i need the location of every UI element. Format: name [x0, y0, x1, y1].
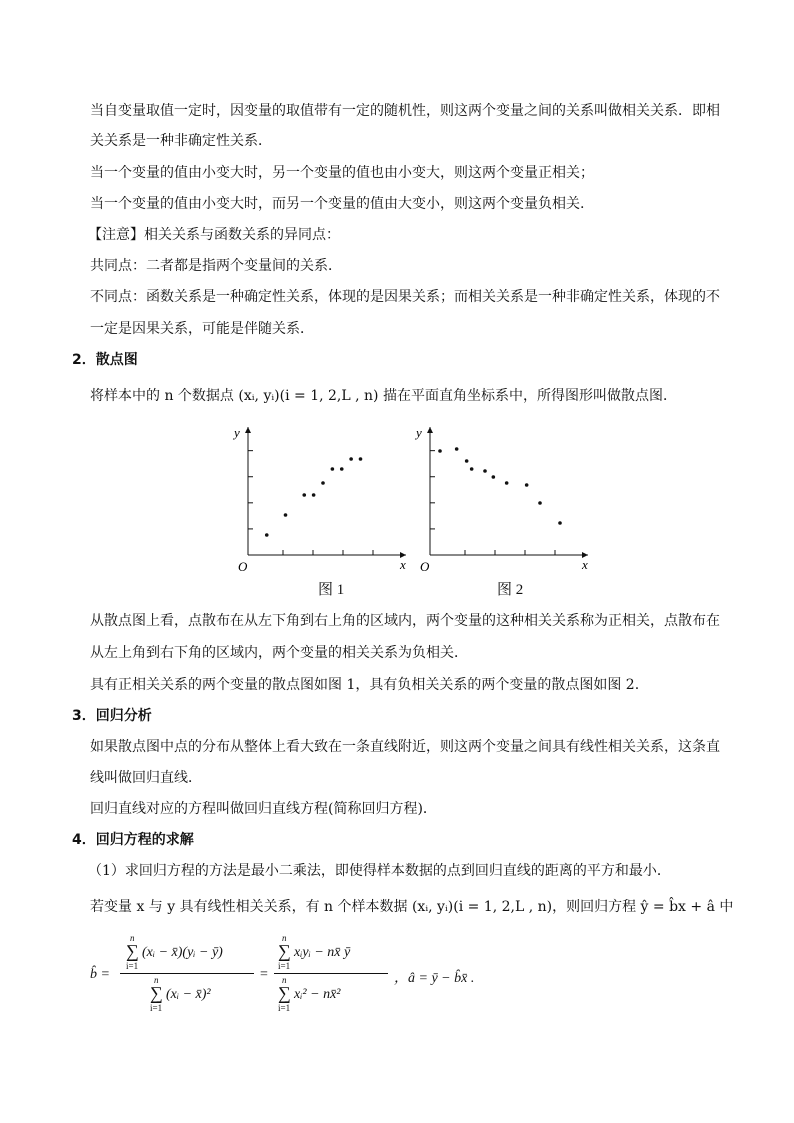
paragraph: 具有正相关关系的两个变量的散点图如图 1，具有负相关关系的两个变量的散点图如图 2. [90, 677, 640, 693]
paragraph: 若变量 x 与 y 具有线性相关关系，有 n 个样本数据 (xᵢ, yᵢ)(i = 1, 2,L , n)，则回归方程 ŷ = b̂x + â 中 [90, 899, 734, 915]
formula-tail: ，â = ȳ − b̂x̄ . [394, 971, 475, 986]
equals-sign: = [260, 967, 268, 982]
paragraph: 当自变量取值一定时，因变量的取值带有一定的随机性，则这两个变量之间的关系叫做相关关系．即相 [90, 103, 720, 119]
sum-lower: i=1 [126, 961, 139, 971]
paragraph: 从散点图上看，点散布在从左下角到右上角的区域内，两个变量的这种相关关系称为正相关，点散布在 [90, 613, 720, 629]
paragraph: 当一个变量的值由小变大时，另一个变量的值也由小变大，则这两个变量正相关； [90, 165, 594, 181]
fraction-bar [274, 973, 388, 974]
paragraph: 从左上角到右下角的区域内，两个变量的相关关系为负相关． [90, 645, 468, 661]
x-axis-label: x [400, 557, 406, 572]
figure-caption-2: 图 2 [497, 582, 524, 598]
scatter-point [302, 493, 306, 497]
y-axis-label: y [234, 425, 240, 440]
scatter-point [312, 493, 316, 497]
numerator-1: (xᵢ − x̄)(yᵢ − ȳ) [142, 945, 223, 960]
scatter-point [455, 447, 459, 451]
paragraph: （1）求回归方程的方法是最小二乘法，即使得样本数据的点到回归直线的距离的平方和最小． [88, 863, 671, 879]
sum-upper: n [282, 933, 287, 943]
sum-upper: n [130, 933, 135, 943]
scatter-point [340, 467, 344, 471]
scatter-point [438, 449, 442, 453]
scatter-chart-figure-2 [410, 425, 595, 575]
scatter-point [558, 521, 562, 525]
figure-caption-1: 图 1 [318, 582, 345, 598]
scatter-point [538, 501, 542, 505]
paragraph: 回归直线对应的方程叫做回归直线方程(简称回归方程)． [90, 801, 437, 817]
scatter-point [321, 481, 325, 485]
sum-upper: n [282, 975, 287, 985]
scatter-point [265, 533, 269, 537]
scatter-point [470, 467, 474, 471]
scatter-point [359, 457, 363, 461]
note-line: 【注意】相关关系与函数关系的异同点： [88, 227, 340, 243]
scatter-point [465, 459, 469, 463]
paragraph: 将样本中的 n 个数据点 (xᵢ, yᵢ)(i = 1, 2,L , n) 描在平面直角坐标系中，所得图形叫做散点图． [90, 388, 677, 404]
sigma-symbol: ∑ [278, 983, 291, 1003]
x-axis-label: x [582, 557, 588, 572]
paragraph: 一定是因果关系，可能是伴随关系． [90, 321, 314, 337]
fraction-2 [274, 935, 414, 1025]
paragraph: 不同点：函数关系是一种确定性关系，体现的是因果关系；而相关关系是一种非确定性关系，体现的不 [90, 289, 720, 305]
scatter-point [492, 475, 496, 479]
denominator-2: xᵢ² − nx̄² [294, 987, 341, 1002]
y-axis-arrow [427, 427, 433, 433]
formula-lhs: b̂ = [90, 967, 110, 982]
sigma-symbol: ∑ [278, 941, 291, 961]
y-axis-arrow [245, 427, 251, 433]
sum-lower: i=1 [150, 1003, 163, 1013]
y-axis-label: y [416, 425, 422, 440]
paragraph: 当一个变量的值由小变大时，而另一个变量的值由大变小，则这两个变量负相关. [90, 196, 585, 212]
sigma-symbol: ∑ [150, 983, 163, 1003]
scatter-point [505, 481, 509, 485]
scatter-point [284, 513, 288, 517]
sum-lower: i=1 [278, 1003, 291, 1013]
fraction-bar [120, 973, 254, 974]
section-heading: 4．回归方程的求解 [72, 832, 194, 848]
section-heading: 3．回归分析 [72, 708, 152, 724]
numerator-2: xᵢyᵢ − nx̄ ȳ [294, 945, 351, 960]
paragraph: 关关系是一种非确定性关系． [90, 133, 272, 149]
sum-upper: n [154, 975, 159, 985]
scatter-point [525, 483, 529, 487]
scatter-point [331, 467, 335, 471]
scatter-chart-figure-1 [228, 425, 413, 575]
origin-label: O [420, 559, 430, 574]
scatter-point [349, 457, 353, 461]
paragraph: 如果散点图中点的分布从整体上看大致在一条直线附近，则这两个变量之间具有线性相关关系，这条直 [90, 739, 720, 755]
paragraph: 共同点：二者都是指两个变量间的关系． [90, 258, 342, 274]
sum-lower: i=1 [278, 961, 291, 971]
origin-label: O [238, 559, 248, 574]
scatter-point [483, 469, 487, 473]
paragraph: 线叫做回归直线． [90, 770, 202, 786]
denominator-1: (xᵢ − x̄)² [166, 987, 211, 1002]
regression-formula [90, 935, 690, 1025]
sigma-symbol: ∑ [126, 941, 139, 961]
section-heading: 2．散点图 [72, 352, 138, 368]
